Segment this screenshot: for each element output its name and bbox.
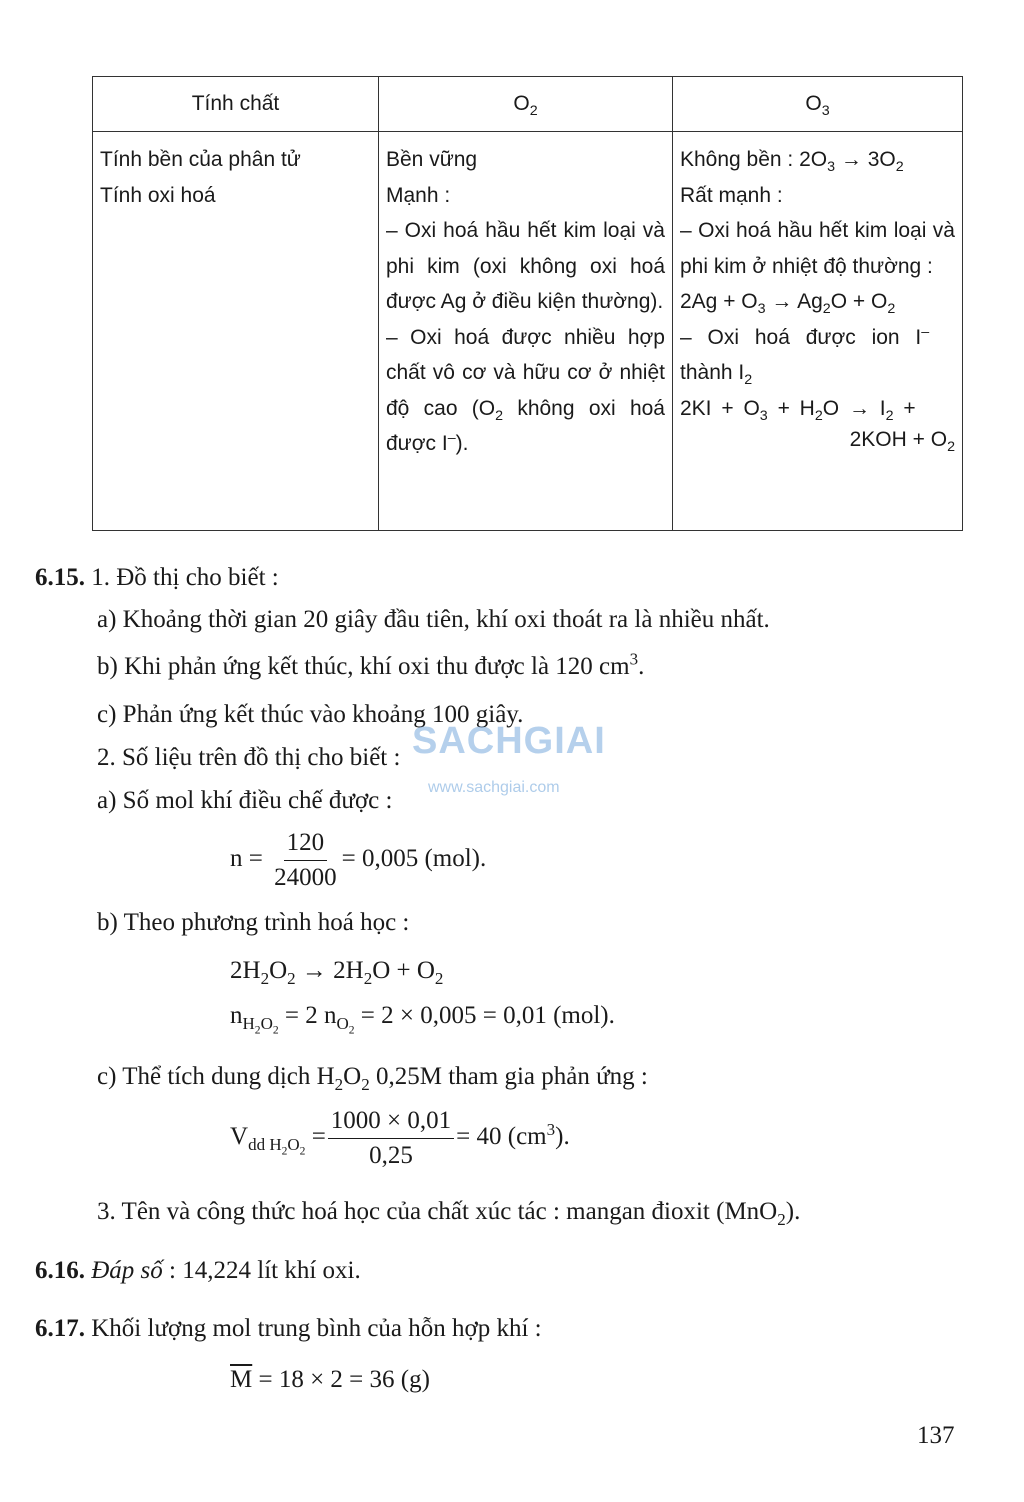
properties-table [92, 76, 963, 531]
o2-stability: Bền vững [386, 148, 478, 171]
s615-part-3: 3. Tên và công thức hoá học của chất xúc tác : mangan đioxit (MnO$_2$). [97, 1198, 801, 1229]
header-property: Tính chất [93, 77, 379, 132]
page-number: 137 [917, 1422, 955, 1449]
header-o2: $O_2$ [379, 77, 673, 132]
volume-equation: $V_{dd H_2O_2}$ = $\frac{1000 \times 0,01}{0,25}$ = 40 $(cm^3)$. [230, 1107, 570, 1169]
s615-item-b: b) Khi phản ứng kết thúc, khí oxi thu được là 120 $cm^3$. [97, 649, 645, 680]
o3-equation-1: $2Ag + O_3 \to Ag_2O + O_2$ [680, 290, 896, 318]
watermark-logo: SACHGIAI [412, 720, 606, 762]
watermark-url: www.sachgiai.com [428, 779, 560, 796]
s615-item-c: c) Phản ứng kết thúc vào khoảng 100 giây. [97, 701, 524, 728]
s615-heading: 6.15. 1. Đồ thị cho biết : [35, 564, 279, 591]
o3-detail-2: – Oxi hoá được ion I– [680, 323, 930, 349]
o3-detail-1: – Oxi hoá hầu hết kim loại và phi kim ở nhiệt độ thường : [680, 219, 955, 278]
volume-fraction: $\frac{1000 \times 0,01}{0,25}$ [328, 1106, 454, 1171]
row-label-oxidation: Tính oxi hoá [100, 183, 216, 207]
o3-oxidation: Rất mạnh : [680, 183, 783, 207]
table-row [93, 132, 963, 531]
s616-answer: 6.16. Đáp số : 14,224 lít khí oxi. [35, 1257, 361, 1284]
col-property [93, 132, 379, 531]
mol-h2o2-equation: $n_{H_2O_2} = 2$ $n_{O_2} = 2 \times 0,005 = 0,01$ (mol). [230, 1002, 615, 1037]
o3-detail-2b: thành $I_2$ [680, 361, 753, 389]
o2-detail-1: – Oxi hoá hầu hết kim loại và phi kim (oxi không oxi hoá được Ag ở điều kiện thường). [386, 219, 665, 313]
col-o2 [379, 132, 673, 531]
header-o3: $O_3$ [673, 77, 963, 132]
o3-stability: Không bền : $2O_3 \to 3O_2$ [680, 148, 904, 176]
s615-item-a2: a) Số mol khí điều chế được : [97, 787, 393, 814]
o2-detail-2: – Oxi hoá được nhiều hợp chất vô cơ và hữu cơ ở nhiệt độ cao ($O_2$ không oxi hoá được I–). [386, 325, 665, 455]
s615-item-a: a) Khoảng thời gian 20 giây đầu tiên, khí oxi thoát ra là nhiều nhất. [97, 606, 770, 633]
mol-equation: n = $\frac{120}{24000}$ = 0,005 (mol). [230, 829, 487, 891]
s615-item-b4: b) Theo phương trình hoá học : [97, 909, 410, 936]
table-header-row [93, 77, 963, 132]
reaction-equation: $2H_2O_2 \to 2H_2O + O_2$ [230, 957, 444, 988]
o2-oxidation: Mạnh : [386, 183, 451, 207]
s615-item-c2: c) Thể tích dung dịch $H_2O_2$ 0,25M tham gia phản ứng : [97, 1063, 648, 1094]
col-o3 [673, 132, 963, 531]
mol-fraction: $\frac{120}{24000}$ [274, 829, 337, 891]
s615-part-2: 2. Số liệu trên đồ thị cho biết : [97, 744, 401, 771]
o3-equation-2: $2KI + O_3 + H_2O \to I_2$ + [680, 396, 916, 424]
row-label-stability: Tính bền của phân tử [100, 148, 301, 171]
o3-equation-2b: $2KOH + O_2$ [849, 428, 955, 456]
average-molar-mass: $\overline{M} = 18 \times 2 = 36$ (g) [230, 1366, 430, 1393]
s617-heading: 6.17. Khối lượng mol trung bình của hỗn hợp khí : [35, 1315, 542, 1342]
